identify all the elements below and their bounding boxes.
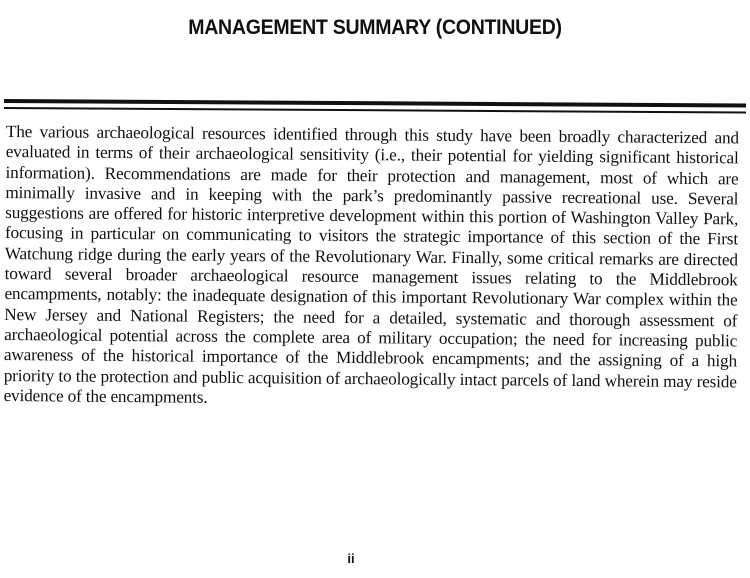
- header-divider-thick: [4, 99, 746, 108]
- summary-paragraph: The various archaeological resources identified through this study have been broadly characterized and evaluated in terms of their archaeological sensitivity (i.e., their potential for yielding significant historical information). Recommendations are made for their protection and management, most of which are minimally invasive and in keeping with the park’s predominantly passive recreational use. Several suggestions are offered for historic interpretive development within this portion of Washington Valley Park, focusing in particular on communicating to visitors the strategic importance of this section of the First Watchung ridge during the early years of the Revolutionary War. Finally, some critical remarks are directed toward several broader archaeological resource management issues relating to the Middlebrook encampments, notably: the inadequate designation of this important Revolutionary War complex within the New Jersey and National Registers; the need for a detailed, systematic and thorough assessment of archaeological potential across the complete area of military occupation; the need for increasing public awareness of the historical importance of the Middlebrook encampments; and the assigning of a high priority to the protection and public acquisition of archaeologically intact parcels of land wherein may reside evidence of the encampments.: [3, 122, 739, 407]
- page-number: ii: [347, 551, 355, 566]
- header-divider-thin: [4, 107, 746, 114]
- page-title: MANAGEMENT SUMMARY (CONTINUED): [188, 16, 562, 39]
